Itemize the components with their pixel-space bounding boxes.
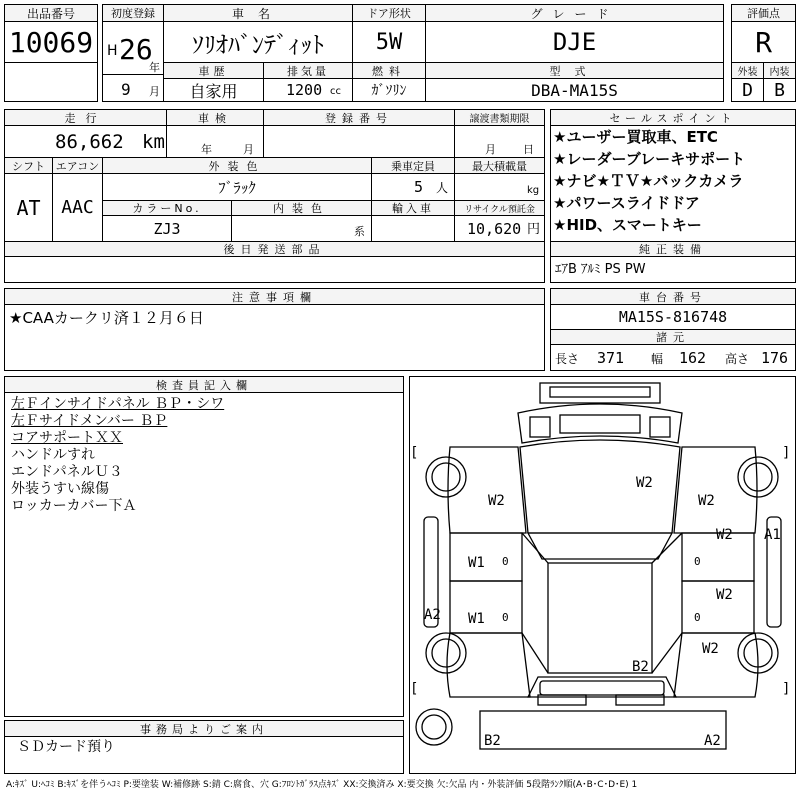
first-reg-box <box>102 21 164 102</box>
car-name: ｿﾘｵﾊﾞﾝﾃﾞｨｯﾄ <box>192 30 324 59</box>
mark-zero-4: 0 <box>694 611 701 624</box>
displacement-unit: cc <box>330 86 341 97</box>
left-rear-quarter <box>447 633 530 697</box>
score: R <box>755 25 772 59</box>
mileage-unit: km <box>142 131 165 153</box>
mileage: 86,662 <box>55 131 124 153</box>
inspection-label-box <box>166 109 264 126</box>
sales-points-label: セールスポイント <box>609 111 737 125</box>
reg-number-box <box>263 125 455 158</box>
ext-color-box <box>102 173 372 201</box>
inspector-line-7: ロッカーカバー下Ａ <box>11 498 137 514</box>
shift-box <box>4 173 53 242</box>
roof <box>548 563 652 673</box>
score-label-box <box>731 4 796 22</box>
office-label: 事務局よりご案内 <box>140 722 268 736</box>
chassis-label: 車台番号 <box>639 290 707 304</box>
inspector-line-3: コアサポートＸＸ <box>11 430 123 446</box>
recycle-label-box <box>454 200 545 216</box>
color-no-label: カラーNo. <box>132 202 202 215</box>
length-label: 長さ <box>555 352 580 366</box>
lot-number: 10069 <box>8 25 94 59</box>
grade-box <box>425 21 724 63</box>
car-diagram-box <box>409 376 796 774</box>
mark-w1-left-rdoor: W1 <box>468 611 485 627</box>
car-name-label: 車名 <box>231 6 284 21</box>
recycle: 10,620 <box>467 220 522 238</box>
import-label: 輸入車 <box>392 202 434 215</box>
door-box <box>352 21 426 63</box>
svg-text:]: ] <box>782 681 791 697</box>
interior-grade-label-box <box>763 62 796 79</box>
aircon: AAC <box>61 197 94 218</box>
inspector-line-4: ハンドルすれ <box>11 447 95 463</box>
width-label: 幅 <box>651 352 664 366</box>
transfer-docs-month-unit: 月 <box>485 143 496 156</box>
rear-bumper <box>480 711 726 749</box>
office: ＳＤカード預り <box>17 739 115 755</box>
interior-grade: B <box>774 79 785 101</box>
inspector-box <box>4 392 404 717</box>
exterior-grade-label: 外装 <box>737 67 758 78</box>
door-label: ドア形状 <box>367 7 411 20</box>
transfer-docs-day-unit: 日 <box>523 143 534 156</box>
aircon-box <box>52 173 103 242</box>
notes-label: 注意事項欄 <box>232 290 317 304</box>
dimensions-box <box>550 344 796 371</box>
exterior-grade-box <box>731 78 764 102</box>
first-reg-year: 26 <box>119 33 153 66</box>
int-color-box <box>231 215 372 242</box>
max-load-unit: kg <box>527 185 540 196</box>
left-rear-door <box>450 581 522 633</box>
int-color-unit: 系 <box>354 225 365 238</box>
aircon-label: エアコン <box>55 159 100 173</box>
transfer-docs-box <box>454 125 545 158</box>
left-front-door <box>450 533 522 581</box>
shift: AT <box>16 195 41 220</box>
displacement-box <box>263 78 353 102</box>
first-reg-label-box <box>102 4 164 22</box>
grade: DJE <box>552 28 597 56</box>
fuel: ｶﾞｿﾘﾝ <box>371 83 407 99</box>
reg-number-label: 登録番号 <box>325 111 393 125</box>
history-box <box>163 78 264 102</box>
reg-number-label-box <box>263 109 455 126</box>
aircon-label-box <box>52 157 103 174</box>
tailgate <box>528 677 676 697</box>
interior-grade-label: 内装 <box>769 67 790 78</box>
chassis-box <box>550 304 796 330</box>
shift-label: シフト <box>12 159 45 173</box>
later-parts-box <box>4 256 545 283</box>
color-no-label-box <box>102 200 232 216</box>
notes-box <box>4 304 545 371</box>
exterior-grade: D <box>742 79 753 101</box>
svg-text:[: [ <box>410 445 419 461</box>
equipment-label: 純正装備 <box>639 243 707 256</box>
inspection-year-unit: 年 <box>201 143 212 156</box>
mark-a2-rear-right: A2 <box>704 733 721 749</box>
sales-points-label-box <box>550 109 796 126</box>
legend: A:ｷｽﾞ U:ﾍｺﾐ B:ｷｽﾞを伴うﾍｺﾐ P:要塗装 W:補修跡 S:錆 C:腐食、穴 G:ﾌﾛﾝﾄｶﾞﾗｽ点ｷｽﾞ XX:交換済み X:要交換 欠:欠品 内・外装評価 5段階ﾗﾝｸ順(A･B･C･D･E) 1 <box>6 780 638 790</box>
max-load-label-box <box>454 157 545 174</box>
svg-text:]: ] <box>782 445 791 461</box>
mileage-box <box>4 125 167 158</box>
lot-label-box <box>4 4 98 22</box>
door-type: 5W <box>375 29 403 55</box>
notes: ★CAAカークリ済１２月６日 <box>9 309 204 327</box>
import-label-box <box>371 200 455 216</box>
max-load-label: 最大積載量 <box>472 159 527 173</box>
inspection-label: 車検 <box>198 111 232 125</box>
capacity-unit: 人 <box>436 181 449 195</box>
mark-a2-left: A2 <box>424 607 441 623</box>
model-label-box <box>425 62 724 79</box>
fuel-box <box>352 78 426 102</box>
sales-point-2: ★レーダーブレーキサポート <box>553 150 746 168</box>
grade-label-box <box>425 4 724 22</box>
score-box <box>731 21 796 63</box>
rear-glass <box>540 681 664 695</box>
color-no: ZJ3 <box>153 219 181 238</box>
fuel-label-box <box>352 62 426 79</box>
first-reg-label: 初度登録 <box>111 7 155 20</box>
height: 176 <box>761 349 789 367</box>
office-label-box <box>4 720 404 737</box>
windshield <box>528 533 672 559</box>
recycle-unit: 円 <box>527 222 541 237</box>
car-diagram <box>410 377 795 773</box>
equipment-box <box>550 256 796 283</box>
mileage-label: 走行 <box>64 111 107 125</box>
transfer-docs-label-box <box>454 109 545 126</box>
mark-w2-right-front: W2 <box>698 493 715 509</box>
displacement-label: 排気量 <box>287 64 329 78</box>
ext-color-label-box <box>102 157 372 174</box>
lot-label: 出品番号 <box>26 6 75 21</box>
notes-label-box <box>4 288 545 305</box>
fuel-label: 燃料 <box>372 64 406 78</box>
int-color-label: 内装色 <box>273 202 330 215</box>
capacity: 5 <box>414 178 424 196</box>
first-reg-month: 9 <box>121 80 131 99</box>
chassis-label-box <box>550 288 796 305</box>
later-parts-label: 後日発送部品 <box>223 243 326 256</box>
sales-point-3: ★ナビ★ＴＶ★バックカメラ <box>553 172 744 190</box>
inspector-line-2: 左Ｆサイドメンバー ＢＰ <box>11 413 168 429</box>
max-load-box <box>454 173 545 201</box>
equipment-label-box <box>550 241 796 257</box>
recycle-label: リサイクル預託金 <box>464 204 535 215</box>
history-label-box <box>163 62 264 79</box>
right-front-fender <box>674 447 757 533</box>
grade-label: グレード <box>530 6 619 21</box>
lot-blank-box <box>4 62 98 102</box>
first-reg-year-unit: 年 <box>149 61 160 74</box>
inspector-label-box <box>4 376 404 393</box>
score-label: 評価点 <box>747 7 780 20</box>
model: DBA-MA15S <box>531 80 618 100</box>
mark-zero-1: 0 <box>502 555 509 568</box>
import-box <box>371 215 455 242</box>
later-parts-label-box <box>4 241 545 257</box>
door-label-box <box>352 4 426 22</box>
inspector-line-5: エンドパネルＵ３ <box>11 464 123 480</box>
bonnet <box>520 440 680 533</box>
width: 162 <box>679 349 707 367</box>
mark-w2-left-front: W2 <box>488 493 505 509</box>
capacity-label-box <box>371 157 455 174</box>
inspector-line-1: 左Ｆインサイドパネル ＢＰ・シワ <box>11 396 225 412</box>
mark-w2-right-rear: W2 <box>702 641 719 657</box>
mileage-label-box <box>4 109 167 126</box>
inspection-month-unit: 月 <box>243 143 254 156</box>
mark-w2-right-rdoor: W2 <box>716 587 733 603</box>
lot-value-box <box>4 21 98 63</box>
mark-w1-left-fdoor: W1 <box>468 555 485 571</box>
displacement-label-box <box>263 62 353 79</box>
inspector-label: 検査員記入欄 <box>156 378 252 392</box>
mark-a1-right: A1 <box>764 527 781 543</box>
transfer-docs-label: 譲渡書類期限 <box>469 114 530 125</box>
mark-b2-rear-left: B2 <box>484 733 501 749</box>
first-reg-month-unit: 月 <box>149 85 160 98</box>
svg-text:[: [ <box>410 681 419 697</box>
int-color-label-box <box>231 200 372 216</box>
mark-w2-right-fdoor: W2 <box>716 527 733 543</box>
mark-b2-tailgate: B2 <box>632 659 649 675</box>
mark-zero-2: 0 <box>694 555 701 568</box>
history-label: 車歴 <box>198 64 229 78</box>
history: 自家用 <box>189 81 238 101</box>
model-label: 型式 <box>549 64 600 78</box>
car-name-label-box <box>163 4 353 22</box>
chassis: MA15S-816748 <box>618 308 728 326</box>
sales-point-1: ★ユーザー買取車、ETC <box>553 128 718 146</box>
ext-color-label: 外装色 <box>208 159 266 173</box>
left-front-fender <box>448 447 526 533</box>
sales-point-5: ★HID、スマートキー <box>553 216 702 234</box>
inspector-line-6: 外装うすい線傷 <box>11 481 109 497</box>
dimensions-label: 諸元 <box>656 331 690 344</box>
car-name-box <box>163 21 353 63</box>
shift-label-box <box>4 157 53 174</box>
exterior-grade-label-box <box>731 62 764 79</box>
ext-color: ﾌﾞﾗｯｸ <box>218 178 256 197</box>
color-no-box <box>102 215 232 242</box>
first-reg-era: H <box>107 43 118 59</box>
sales-points-box <box>550 125 796 242</box>
equipment: ｴｱB ｱﾙﾐ PS PW <box>555 262 646 277</box>
inspection-box <box>166 125 264 158</box>
dimensions-label-box <box>550 329 796 345</box>
height-label: 高さ <box>725 352 750 366</box>
model-box <box>425 78 724 102</box>
displacement: 1200 <box>286 81 323 99</box>
recycle-box <box>454 215 545 242</box>
length: 371 <box>597 349 625 367</box>
mark-zero-3: 0 <box>502 611 509 624</box>
office-box <box>4 736 404 774</box>
interior-grade-box <box>763 78 796 102</box>
capacity-box <box>371 173 455 201</box>
sales-point-4: ★パワースライドドア <box>553 194 700 212</box>
capacity-label: 乗車定員 <box>391 159 435 173</box>
mark-w2-bonnet: W2 <box>636 475 653 491</box>
